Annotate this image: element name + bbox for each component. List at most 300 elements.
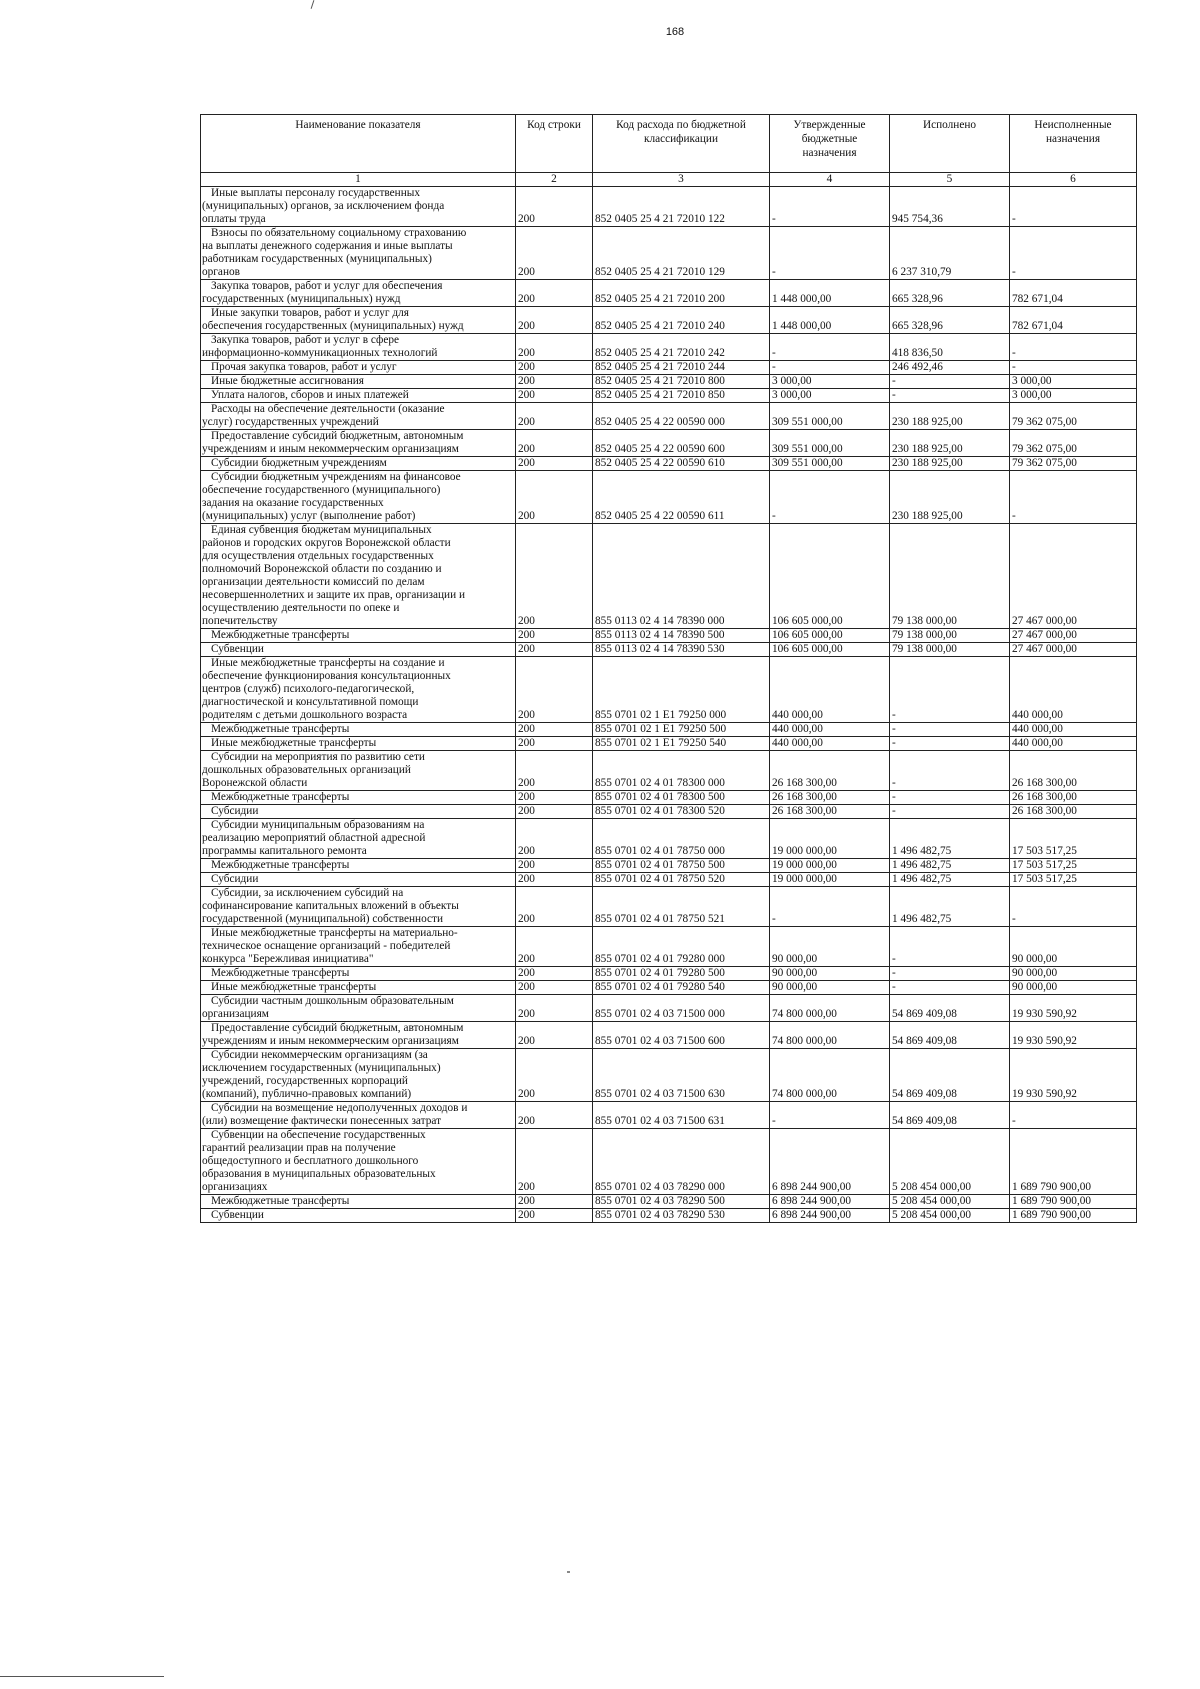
header-text-line: Утвержденные	[793, 119, 866, 131]
approved-amount: 26 168 300,00	[770, 791, 890, 805]
header-remaining	[1010, 115, 1137, 173]
budget-classification-code: 855 0701 02 4 03 78290 530	[593, 1209, 770, 1223]
remaining-amount: 17 503 517,25	[1010, 819, 1137, 859]
indicator-name	[201, 471, 516, 524]
approved-amount: 19 000 000,00	[770, 873, 890, 887]
header-indicator-name	[201, 115, 516, 173]
approved-amount: 309 551 000,00	[770, 457, 890, 471]
approved-amount: -	[770, 227, 890, 280]
indicator-name-line: Межбюджетные трансферты	[211, 723, 350, 735]
executed-amount: -	[890, 927, 1010, 967]
indicator-name-line: Иные выплаты персоналу государственных	[211, 187, 421, 199]
table-row	[201, 524, 1137, 629]
line-code: 200	[516, 403, 593, 430]
approved-amount: 106 605 000,00	[770, 629, 890, 643]
budget-classification-code: 855 0701 02 4 01 79280 000	[593, 927, 770, 967]
indicator-name-line: оплаты труда	[202, 213, 266, 225]
indicator-name-line: центров (служб) психолого-педагогической,	[202, 683, 415, 695]
indicator-name-line: обеспечения государственных (муниципальных) нужд	[202, 320, 464, 332]
bottom-rule	[0, 1676, 164, 1677]
executed-amount: -	[890, 657, 1010, 723]
remaining-amount: -	[1010, 1102, 1137, 1129]
approved-amount: 106 605 000,00	[770, 524, 890, 629]
approved-amount: 1 448 000,00	[770, 280, 890, 307]
line-code: 200	[516, 1102, 593, 1129]
indicator-name	[201, 524, 516, 629]
budget-classification-code: 852 0405 25 4 22 00590 610	[593, 457, 770, 471]
remaining-amount: 3 000,00	[1010, 375, 1137, 389]
line-code: 200	[516, 280, 593, 307]
remaining-amount: 782 671,04	[1010, 280, 1137, 307]
remaining-amount: 440 000,00	[1010, 657, 1137, 723]
indicator-name	[201, 1102, 516, 1129]
indicator-name-line: задания на оказание государственных	[202, 497, 384, 509]
table-row	[201, 457, 1137, 471]
scan-dot	[567, 1571, 570, 1573]
indicator-name	[201, 457, 516, 471]
line-code: 200	[516, 471, 593, 524]
indicator-name	[201, 873, 516, 887]
line-code: 200	[516, 723, 593, 737]
indicator-name	[201, 927, 516, 967]
indicator-name-line: Воронежской области	[202, 777, 308, 789]
column-number: 4	[770, 173, 890, 187]
indicator-name-line: организациям	[202, 1008, 269, 1020]
remaining-amount: 90 000,00	[1010, 927, 1137, 967]
budget-classification-code: 852 0405 25 4 21 72010 129	[593, 227, 770, 280]
indicator-name-line: (компаний), публично-правовых компаний)	[202, 1088, 412, 1100]
line-code: 200	[516, 227, 593, 280]
line-code: 200	[516, 819, 593, 859]
indicator-name-line: государственной (муниципальной) собственности	[202, 913, 444, 925]
budget-classification-code: 855 0701 02 1 E1 79250 540	[593, 737, 770, 751]
indicator-name-line: Единая субвенция бюджетам муниципальных	[211, 524, 432, 536]
header-text-line: бюджетные	[801, 133, 858, 145]
indicator-name-line: Уплата налогов, сборов и иных платежей	[211, 389, 409, 401]
executed-amount: 79 138 000,00	[890, 524, 1010, 629]
executed-amount: 665 328,96	[890, 280, 1010, 307]
line-code: 200	[516, 995, 593, 1022]
indicator-name-line: Субсидии некоммерческим организациям (за	[211, 1049, 428, 1061]
indicator-name-line: учреждений, государственных корпораций	[202, 1075, 408, 1087]
executed-amount: -	[890, 791, 1010, 805]
indicator-name-line: Межбюджетные трансферты	[211, 791, 350, 803]
approved-amount: 440 000,00	[770, 737, 890, 751]
indicator-name-line: осуществлению деятельности по опеке и	[202, 602, 400, 614]
table-row	[201, 629, 1137, 643]
indicator-name-line: общедоступного и бесплатного дошкольного	[202, 1155, 419, 1167]
budget-classification-code: 855 0701 02 4 01 78300 000	[593, 751, 770, 791]
remaining-amount: 27 467 000,00	[1010, 643, 1137, 657]
indicator-name	[201, 1209, 516, 1223]
approved-amount: 309 551 000,00	[770, 403, 890, 430]
indicator-name	[201, 280, 516, 307]
indicator-name	[201, 629, 516, 643]
indicator-name-line: работникам государственных (муниципальных)	[202, 253, 432, 265]
budget-classification-code: 855 0701 02 4 03 71500 600	[593, 1022, 770, 1049]
approved-amount: 19 000 000,00	[770, 859, 890, 873]
indicator-name	[201, 403, 516, 430]
approved-amount: 74 800 000,00	[770, 1022, 890, 1049]
approved-amount: 74 800 000,00	[770, 1049, 890, 1102]
executed-amount: 945 754,36	[890, 187, 1010, 227]
budget-classification-code: 855 0701 02 4 03 71500 630	[593, 1049, 770, 1102]
executed-amount: -	[890, 751, 1010, 791]
remaining-amount: 79 362 075,00	[1010, 403, 1137, 430]
indicator-name-line: образования в муниципальных образовательных	[202, 1168, 436, 1180]
approved-amount: 90 000,00	[770, 981, 890, 995]
approved-amount: 6 898 244 900,00	[770, 1209, 890, 1223]
table-row	[201, 1022, 1137, 1049]
indicator-name-line: Закупка товаров, работ и услуг для обеспечения	[211, 280, 443, 292]
executed-amount: 230 188 925,00	[890, 457, 1010, 471]
line-code: 200	[516, 307, 593, 334]
header-text-line: назначения	[1045, 133, 1101, 145]
line-code: 200	[516, 751, 593, 791]
approved-amount: 19 000 000,00	[770, 819, 890, 859]
executed-amount: 1 496 482,75	[890, 859, 1010, 873]
approved-amount: -	[770, 1102, 890, 1129]
executed-amount: -	[890, 737, 1010, 751]
indicator-name-line: Субвенции	[211, 643, 264, 655]
table-row	[201, 1049, 1137, 1102]
indicator-name-line: Субсидии муниципальным образованиям на	[211, 819, 425, 831]
line-code: 200	[516, 887, 593, 927]
indicator-name-line: Иные межбюджетные трансферты на материально-	[211, 927, 458, 939]
indicator-name-line: гарантий реализации прав на получение	[202, 1142, 396, 1154]
indicator-name-line: (или) возмещение фактически понесенных затрат	[202, 1115, 442, 1127]
budget-classification-code: 855 0701 02 4 03 78290 500	[593, 1195, 770, 1209]
approved-amount: 309 551 000,00	[770, 430, 890, 457]
header-text-line: Наименование показателя	[295, 119, 421, 131]
executed-amount: 79 138 000,00	[890, 629, 1010, 643]
remaining-amount: -	[1010, 887, 1137, 927]
remaining-amount: 90 000,00	[1010, 981, 1137, 995]
indicator-name-line: информационно-коммуникационных технологий	[202, 347, 438, 359]
table-row	[201, 471, 1137, 524]
indicator-name	[201, 227, 516, 280]
indicator-name	[201, 791, 516, 805]
indicator-name-line: дошкольных образовательных организаций	[202, 764, 411, 776]
budget-classification-code: 855 0701 02 4 01 78300 520	[593, 805, 770, 819]
budget-classification-code: 852 0405 25 4 21 72010 242	[593, 334, 770, 361]
executed-amount: 5 208 454 000,00	[890, 1209, 1010, 1223]
budget-classification-code: 855 0701 02 1 E1 79250 500	[593, 723, 770, 737]
column-number-row	[201, 173, 1137, 187]
table-row	[201, 751, 1137, 791]
approved-amount: 6 898 244 900,00	[770, 1195, 890, 1209]
line-code: 200	[516, 389, 593, 403]
budget-classification-code: 852 0405 25 4 21 72010 850	[593, 389, 770, 403]
remaining-amount: 1 689 790 900,00	[1010, 1195, 1137, 1209]
remaining-amount: 90 000,00	[1010, 967, 1137, 981]
indicator-name-line: на выплаты денежного содержания и иные выплаты	[202, 240, 453, 252]
indicator-name	[201, 657, 516, 723]
indicator-name	[201, 819, 516, 859]
approved-amount: -	[770, 187, 890, 227]
table-row	[201, 723, 1137, 737]
header-text-line: назначения	[802, 147, 857, 159]
table-row	[201, 981, 1137, 995]
indicator-name-line: Субсидии бюджетным учреждениям	[211, 457, 387, 469]
budget-classification-code: 852 0405 25 4 21 72010 122	[593, 187, 770, 227]
remaining-amount: 26 168 300,00	[1010, 805, 1137, 819]
line-code: 200	[516, 927, 593, 967]
indicator-name-line: Субсидии на возмещение недополученных доходов и	[211, 1102, 468, 1114]
indicator-name-line: полномочий Воронежской области по созданию и	[202, 563, 442, 575]
approved-amount: 3 000,00	[770, 389, 890, 403]
table-row	[201, 1195, 1137, 1209]
budget-classification-code: 855 0113 02 4 14 78390 530	[593, 643, 770, 657]
indicator-name-line: (муниципальных) органов, за исключением фонда	[202, 200, 445, 212]
indicator-name-line: обеспечение государственного (муниципального)	[202, 484, 441, 496]
indicator-name-line: Предоставление субсидий бюджетным, автономным	[211, 1022, 464, 1034]
executed-amount: 6 237 310,79	[890, 227, 1010, 280]
table-row	[201, 887, 1137, 927]
executed-amount: 79 138 000,00	[890, 643, 1010, 657]
budget-classification-code: 855 0113 02 4 14 78390 000	[593, 524, 770, 629]
indicator-name-line: для осуществления отдельных государственных	[202, 550, 434, 562]
column-number: 3	[593, 173, 770, 187]
indicator-name-line: Иные межбюджетные трансферты	[211, 981, 377, 993]
remaining-amount: 17 503 517,25	[1010, 873, 1137, 887]
indicator-name-line: Субсидии, за исключением субсидий на	[211, 887, 404, 899]
executed-amount: 54 869 409,08	[890, 1022, 1010, 1049]
approved-amount: -	[770, 361, 890, 375]
line-code: 200	[516, 187, 593, 227]
line-code: 200	[516, 524, 593, 629]
header-text-line: Код расхода по бюджетной	[616, 119, 746, 131]
line-code: 200	[516, 967, 593, 981]
indicator-name	[201, 334, 516, 361]
indicator-name-line: Взносы по обязательному социальному страхованию	[211, 227, 467, 239]
executed-amount: 5 208 454 000,00	[890, 1195, 1010, 1209]
executed-amount: 418 836,50	[890, 334, 1010, 361]
table-row	[201, 873, 1137, 887]
indicator-name	[201, 859, 516, 873]
indicator-name-line: диагностической и консультативной помощи	[202, 696, 419, 708]
indicator-name-line: Иные закупки товаров, работ и услуг для	[211, 307, 409, 319]
indicator-name-line: Субсидии на мероприятия по развитию сети	[211, 751, 425, 763]
line-code: 200	[516, 1209, 593, 1223]
executed-amount: -	[890, 375, 1010, 389]
budget-classification-code: 852 0405 25 4 22 00590 600	[593, 430, 770, 457]
remaining-amount: -	[1010, 361, 1137, 375]
indicator-name-line: учреждениям и иным некоммерческим организациям	[202, 1035, 459, 1047]
remaining-amount: -	[1010, 471, 1137, 524]
column-number: 6	[1010, 173, 1137, 187]
indicator-name-line: исключением государственных (муниципальных)	[202, 1062, 441, 1074]
table-row	[201, 643, 1137, 657]
line-code: 200	[516, 859, 593, 873]
indicator-name-line: Межбюджетные трансферты	[211, 1195, 350, 1207]
executed-amount: 5 208 454 000,00	[890, 1129, 1010, 1195]
executed-amount: -	[890, 389, 1010, 403]
approved-amount: 3 000,00	[770, 375, 890, 389]
remaining-amount: 26 168 300,00	[1010, 791, 1137, 805]
table-row	[201, 375, 1137, 389]
indicator-name-line: Расходы на обеспечение деятельности (оказание	[211, 403, 445, 415]
indicator-name	[201, 643, 516, 657]
line-code: 200	[516, 1195, 593, 1209]
line-code: 200	[516, 1129, 593, 1195]
budget-classification-code: 852 0405 25 4 21 72010 240	[593, 307, 770, 334]
budget-classification-code: 855 0701 02 4 01 78750 500	[593, 859, 770, 873]
indicator-name	[201, 995, 516, 1022]
indicator-name-line: государственных (муниципальных) нужд	[202, 293, 401, 305]
line-code: 200	[516, 1022, 593, 1049]
indicator-name-line: техническое оснащение организаций - победителей	[202, 940, 451, 952]
header-text-line: Исполнено	[922, 119, 977, 131]
remaining-amount: 440 000,00	[1010, 723, 1137, 737]
remaining-amount: 26 168 300,00	[1010, 751, 1137, 791]
table-row	[201, 657, 1137, 723]
budget-classification-code: 855 0701 02 4 01 78750 000	[593, 819, 770, 859]
remaining-amount: 782 671,04	[1010, 307, 1137, 334]
indicator-name-line: учреждениям и иным некоммерческим организациям	[202, 443, 459, 455]
indicator-name-line: программы капитального ремонта	[202, 845, 367, 857]
indicator-name	[201, 1129, 516, 1195]
header-line-code	[516, 115, 593, 173]
indicator-name	[201, 737, 516, 751]
indicator-name-line: софинансирование капитальных вложений в объекты	[202, 900, 459, 912]
indicator-name	[201, 389, 516, 403]
header-text-line: Неисполненные	[1034, 119, 1112, 131]
table-row	[201, 927, 1137, 967]
indicator-name	[201, 751, 516, 791]
header-executed	[890, 115, 1010, 173]
executed-amount: 54 869 409,08	[890, 1049, 1010, 1102]
approved-amount: -	[770, 471, 890, 524]
indicator-name-line: Субсидии	[211, 805, 259, 817]
indicator-name-line: Субвенции	[211, 1209, 264, 1221]
budget-classification-code: 855 0701 02 4 03 78290 000	[593, 1129, 770, 1195]
line-code: 200	[516, 361, 593, 375]
executed-amount: 54 869 409,08	[890, 995, 1010, 1022]
table-row	[201, 737, 1137, 751]
line-code: 200	[516, 1049, 593, 1102]
remaining-amount: 19 930 590,92	[1010, 1049, 1137, 1102]
header-row	[201, 115, 1137, 173]
table-row	[201, 995, 1137, 1022]
remaining-amount: 27 467 000,00	[1010, 524, 1137, 629]
remaining-amount: 440 000,00	[1010, 737, 1137, 751]
budget-classification-code: 852 0405 25 4 22 00590 611	[593, 471, 770, 524]
budget-classification-code: 855 0701 02 1 E1 79250 000	[593, 657, 770, 723]
table-body	[201, 187, 1137, 1223]
indicator-name	[201, 1022, 516, 1049]
page-number: 168	[665, 26, 685, 38]
indicator-name	[201, 1195, 516, 1209]
remaining-amount: -	[1010, 227, 1137, 280]
remaining-amount: 27 467 000,00	[1010, 629, 1137, 643]
indicator-name-line: конкурса "Бережливая инициатива"	[202, 953, 374, 965]
approved-amount: 90 000,00	[770, 927, 890, 967]
indicator-name-line: органов	[202, 266, 240, 278]
approved-amount: 6 898 244 900,00	[770, 1129, 890, 1195]
indicator-name	[201, 805, 516, 819]
indicator-name-line: Иные бюджетные ассигнования	[211, 375, 364, 387]
executed-amount: 1 496 482,75	[890, 819, 1010, 859]
approved-amount: 26 168 300,00	[770, 805, 890, 819]
line-code: 200	[516, 457, 593, 471]
header-text-line: классификации	[643, 133, 719, 145]
indicator-name	[201, 1049, 516, 1102]
table-row	[201, 967, 1137, 981]
indicator-name	[201, 430, 516, 457]
indicator-name	[201, 981, 516, 995]
indicator-name-line: попечительству	[202, 615, 278, 627]
indicator-name	[201, 361, 516, 375]
indicator-name-line: организации деятельности комиссий по делам	[202, 576, 425, 588]
executed-amount: 246 492,46	[890, 361, 1010, 375]
line-code: 200	[516, 629, 593, 643]
table-row	[201, 805, 1137, 819]
budget-classification-code: 855 0701 02 4 01 78750 520	[593, 873, 770, 887]
line-code: 200	[516, 737, 593, 751]
indicator-name-line: услуг) государственных учреждений	[202, 416, 379, 428]
table-row	[201, 307, 1137, 334]
remaining-amount: 3 000,00	[1010, 389, 1137, 403]
indicator-name-line: Межбюджетные трансферты	[211, 859, 350, 871]
header-budget-code	[593, 115, 770, 173]
budget-classification-code: 852 0405 25 4 21 72010 800	[593, 375, 770, 389]
approved-amount: 26 168 300,00	[770, 751, 890, 791]
indicator-name-line: Иные межбюджетные трансферты	[211, 737, 377, 749]
executed-amount: -	[890, 981, 1010, 995]
approved-amount: 440 000,00	[770, 657, 890, 723]
executed-amount: 54 869 409,08	[890, 1102, 1010, 1129]
approved-amount: -	[770, 887, 890, 927]
scan-mark	[311, 0, 315, 9]
budget-classification-code: 855 0113 02 4 14 78390 500	[593, 629, 770, 643]
indicator-name-line: Межбюджетные трансферты	[211, 967, 350, 979]
executed-amount: 230 188 925,00	[890, 403, 1010, 430]
header-text-line: Код строки	[527, 119, 581, 131]
line-code: 200	[516, 643, 593, 657]
line-code: 200	[516, 791, 593, 805]
indicator-name-line: обеспечение функционирования консультационных	[202, 670, 451, 682]
remaining-amount: 79 362 075,00	[1010, 430, 1137, 457]
budget-classification-code: 852 0405 25 4 22 00590 000	[593, 403, 770, 430]
approved-amount: 90 000,00	[770, 967, 890, 981]
indicator-name-line: Прочая закупка товаров, работ и услуг	[211, 361, 397, 373]
header-approved	[770, 115, 890, 173]
table-row	[201, 791, 1137, 805]
executed-amount: -	[890, 967, 1010, 981]
executed-amount: -	[890, 805, 1010, 819]
remaining-amount: 79 362 075,00	[1010, 457, 1137, 471]
indicator-name	[201, 187, 516, 227]
line-code: 200	[516, 657, 593, 723]
approved-amount: 74 800 000,00	[770, 995, 890, 1022]
remaining-amount: 1 689 790 900,00	[1010, 1209, 1137, 1223]
column-number: 5	[890, 173, 1010, 187]
table-row	[201, 187, 1137, 227]
indicator-name	[201, 307, 516, 334]
budget-classification-code: 855 0701 02 4 03 71500 000	[593, 995, 770, 1022]
remaining-amount: 19 930 590,92	[1010, 1022, 1137, 1049]
line-code: 200	[516, 981, 593, 995]
indicator-name-line: Субсидии частным дошкольным образовательным	[211, 995, 454, 1007]
table-row	[201, 819, 1137, 859]
table-row	[201, 430, 1137, 457]
executed-amount: 665 328,96	[890, 307, 1010, 334]
indicator-name	[201, 723, 516, 737]
approved-amount: 440 000,00	[770, 723, 890, 737]
table-row	[201, 227, 1137, 280]
table-row	[201, 859, 1137, 873]
